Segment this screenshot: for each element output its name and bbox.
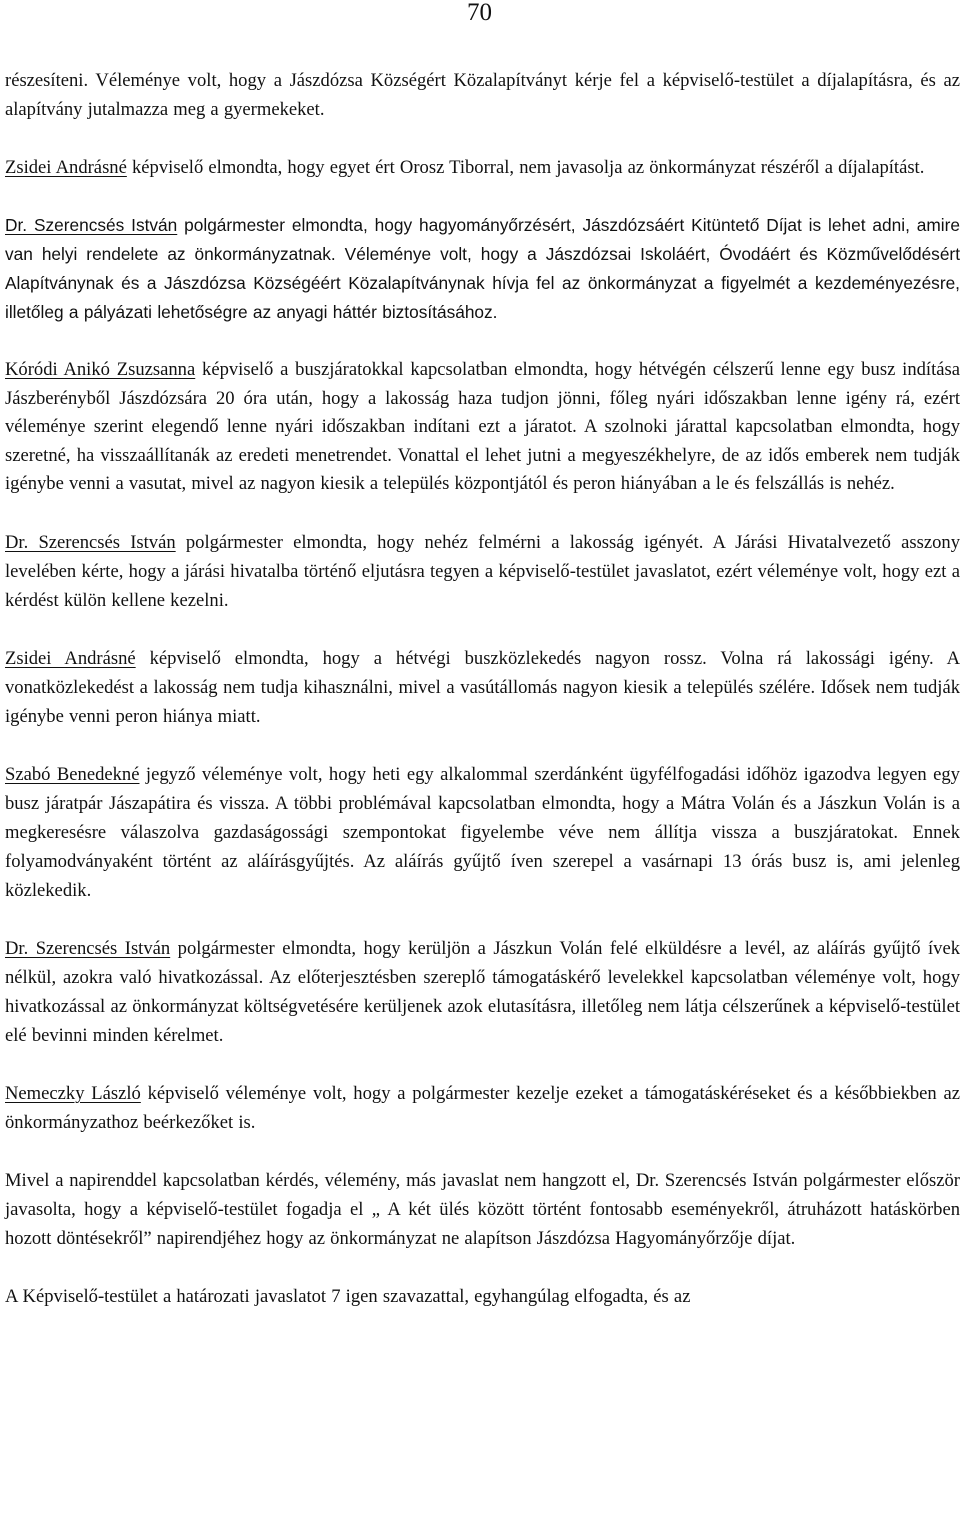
- paragraph-text: képviselő elmondta, hogy a hétvégi buszközlekedés nagyon rossz. Volna rá lakossági igény. A vonatközlekedést a lakosság nem tudja kihasználni, mivel a vasútállomás nagyon kiesik a település szélére. Idősek nem tudják igénybe venni peron hiánya miatt.: [5, 647, 960, 727]
- speaker-name: Szabó Benedekné: [5, 763, 140, 785]
- paragraph-text: képviselő elmondta, hogy egyet ért Orosz Tiborral, nem javasolja az önkormányzat részéről a díjalapítást.: [126, 157, 925, 178]
- paragraph: [5, 1079, 960, 1137]
- speaker-name: Kóródi Anikó Zsuzsanna: [5, 359, 196, 380]
- paragraph-text: A Képviselő-testület a határozati javaslatot 7 igen szavazattal, egyhangúlag elfogadta, és az: [5, 1285, 691, 1307]
- paragraph: [5, 934, 960, 1050]
- paragraph: [5, 211, 960, 327]
- paragraph-text: képviselő véleménye volt, hogy a polgármester kezelje ezeket a támogatáskéréseket és a későbbiekben az önkormányzathoz beérkezőket is.: [5, 1082, 960, 1133]
- speaker-name: Dr. Szerencsés István: [5, 531, 176, 553]
- paragraph: [5, 644, 960, 731]
- paragraph: [5, 760, 960, 905]
- paragraph-text: polgármester elmondta, hogy hagyományőrzésért, Jászdózsáért Kitüntető Díjat is lehet adni, amire van helyi rendelete az önkormányzatnak. Véleménye volt, hogy a Jászdózsai Iskoláért, Óvodáért és Közművelődésért Alapítványnak és a Jászdózsa Községéért Közalapítványnak hívja fel az önkormányzat a figyelmét a kezdeményezésre, illetőleg a pályázati lehetőségre az anyagi háttér biztosításához.: [5, 215, 960, 322]
- paragraph-text: polgármester elmondta, hogy kerüljön a Jászkun Volán felé elküldésre a levél, az aláírás gyűjtő ívek nélkül, azokra való hivatkozással. Az előterjesztésben szereplő támogatáskérő levelekkel kapcsolatban véleménye volt, hogy hivatkozással az önkormányzat költségvetésére kerüljenek azok elutasításra, illetőleg nem látja célszerűnek a képviselő-testület elé bevinni minden kérelmet.: [5, 937, 960, 1046]
- paragraph: [5, 66, 960, 124]
- document-body: [5, 66, 960, 1340]
- speaker-name: Zsidei Andrásné: [5, 157, 127, 178]
- paragraph-text: polgármester elmondta, hogy nehéz felmérni a lakosság igényét. A Járási Hivatalvezető asszony levelében kérte, hogy a járási hivatalba történő eljutásra tegyen a képviselő-testület javaslatot, ezért véleménye volt, hogy ezt a kérdést külön kellene kezelni.: [5, 531, 960, 611]
- speaker-name: Dr. Szerencsés István: [5, 215, 178, 235]
- paragraph-text: jegyző véleménye volt, hogy heti egy alkalommal szerdánként ügyfélfogadási időhöz igazodva legyen egy busz járatpár Jászapátira és vissza. A többi problémával kapcsolatban elmondta, hogy a Mátra Volán és a Jászkun Volán is a megkeresésre válaszolva gazdaságossági szempontokat figyelembe véve nem állítja vissza a buszjáratokat. Ennek folyamodványaként történt az aláírásgyűjtés. Az aláírás gyűjtő íven szerepel a vasárnapi 13 órás busz is, ami jelenleg közlekedik.: [5, 763, 960, 901]
- paragraph: [5, 1166, 960, 1253]
- speaker-name: Nemeczky László: [5, 1082, 141, 1104]
- paragraph: [5, 528, 960, 615]
- paragraph: [5, 153, 960, 182]
- paragraph-text: Mivel a napirenddel kapcsolatban kérdés, vélemény, más javaslat nem hangzott el, Dr. Szerencsés István polgármester először javasolta, hogy a képviselő-testület fogadja el „ A két ülés között történt fontosabb eseményekről, átruházott hatáskörben hozott döntésekről” napirendjéhez hogy az önkormányzat ne alapítson Jászdózsa Hagyományőrzője díjat.: [5, 1169, 960, 1249]
- page-number: 70: [467, 0, 492, 26]
- paragraph: [5, 356, 960, 499]
- paragraph-text: részesíteni. Véleménye volt, hogy a Jászdózsa Községért Közalapítványt kérje fel a képviselő-testület a díjalapításra, és az alapítvány jutalmazza meg a gyermekeket.: [5, 70, 960, 120]
- paragraph-text: képviselő a buszjáratokkal kapcsolatban elmondta, hogy hétvégén célszerű lenne egy busz indítása Jászberényből Jászdózsára 20 óra után, hogy a lakosság haza tudjon jönni, főleg nyári időszakban lenne igény rá, ezért véleménye szerint elegendő lenne nyári időszakban indítani ezt a járatot. A szolnoki járattal kapcsolatban elmondta, hogy szeretné, ha visszaállítanák az eredeti menetrendet. Vonattal el lehet jutni a megyeszékhelyre, de az idős emberek nem tudják igénybe venni a vasutat, mivel az nagyon kiesik a település központjától és peron hiányában a le és felszállás is nehéz.: [5, 359, 960, 494]
- paragraph: [5, 1282, 960, 1311]
- speaker-name: Dr. Szerencsés István: [5, 937, 171, 959]
- speaker-name: Zsidei Andrásné: [5, 647, 136, 669]
